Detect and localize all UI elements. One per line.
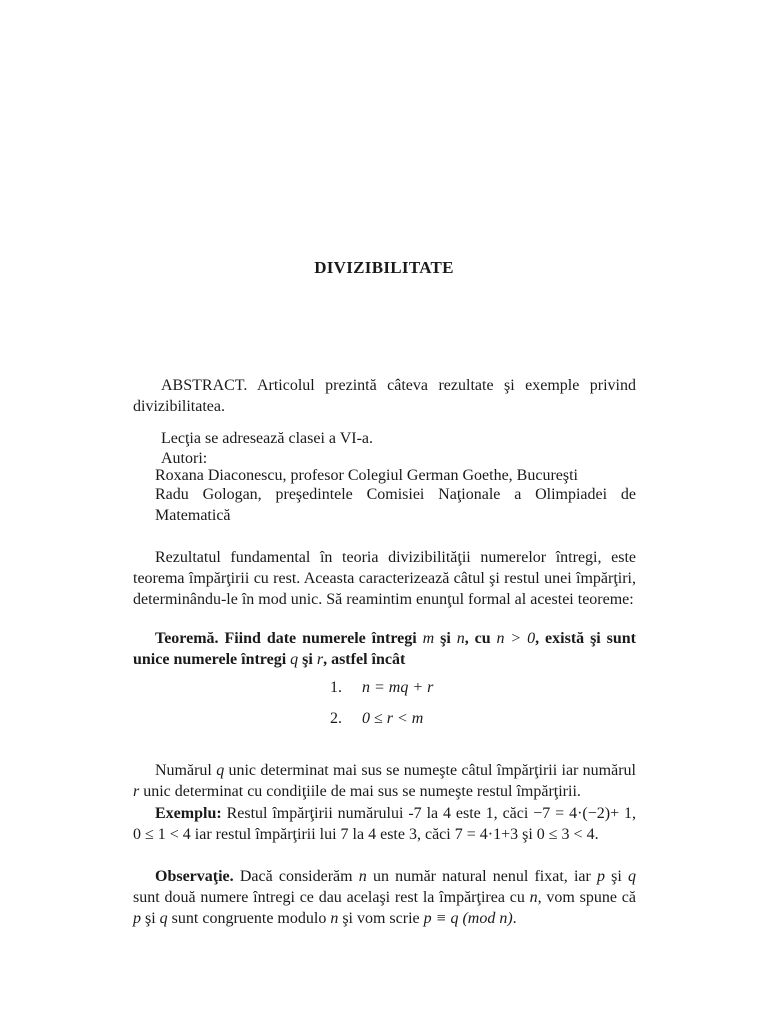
paragraph-text: şi: [141, 910, 160, 927]
paragraph-text: sunt două numere întregi ce dau acelaşi rest la împărţirea cu: [133, 889, 530, 906]
var-m: m: [422, 630, 435, 647]
lesson-audience: Lecţia se adresează clasei a VI-a.: [161, 430, 374, 447]
list-expression: n = mq + r: [362, 679, 434, 696]
list-number: 2.: [330, 710, 342, 727]
var-q: q: [216, 762, 225, 779]
paragraph-text: unic determinat mai sus se numeşte câtul împărţirii iar numărul: [224, 762, 637, 779]
authors-label: Autori:: [161, 450, 208, 467]
theorem-text: şi: [434, 630, 457, 647]
paragraph-text: , vom spune că: [537, 889, 636, 906]
var-n: n: [358, 868, 367, 885]
theorem-text: şi: [298, 651, 317, 668]
paragraph-text: Dacă considerăm: [233, 868, 359, 885]
list-expression: 0 ≤ r < m: [362, 710, 424, 727]
list-item: [330, 710, 423, 728]
abstract-paragraph: ABSTRACT. Articolul prezintă câteva rezultate şi exemple privind divizibilitatea.: [133, 377, 636, 415]
theorem-text: , există şi sunt unice numerele întregi: [133, 630, 637, 668]
author-gologan: Radu Gologan, preşedintele Comisiei Naţionale a Olimpiadei de Matematică: [155, 486, 636, 524]
list-item: [330, 679, 433, 697]
theorem-text: , cu: [464, 630, 497, 647]
paragraph-text: unic determinat cu condiţiile de mai sus se numeşte restul împărţirii.: [139, 783, 581, 800]
theorem-text: Teoremă. Fiind date numerele întregi: [155, 630, 423, 647]
var-q: q: [628, 868, 637, 885]
paragraph-text: un număr natural nenul fixat, iar: [366, 868, 597, 885]
paragraph-text: şi: [605, 868, 629, 885]
var-p: p: [597, 868, 605, 885]
paragraph-text: .: [512, 910, 517, 927]
var-r: r: [133, 783, 140, 800]
observation-label: Observaţie.: [155, 868, 234, 885]
var-n: n: [456, 630, 465, 647]
quotient-remainder-paragraph: [133, 760, 636, 802]
condition-n-positive: n > 0: [496, 630, 536, 647]
var-r: r: [316, 651, 324, 668]
example-text: Restul împărţirii numărului -7 la 4 este 1, căci −7 = 4·(−2)+ 1, 0 ≤ 1 < 4 iar restul împărţirii lui 7 la 4 este 3, căci 7 = 4·1+3 şi 0 ≤ 3 < 4.: [133, 805, 636, 843]
author-diaconescu: Roxana Diaconescu, profesor Colegiul German Goethe, Bucureşti: [155, 467, 578, 484]
theorem-statement: [133, 628, 636, 670]
list-number: 1.: [330, 679, 342, 696]
paragraph-text: Numărul: [155, 762, 217, 779]
example-paragraph: [133, 803, 636, 845]
theorem-text: , astfel încât: [323, 651, 406, 668]
var-n: n: [330, 910, 339, 927]
var-p: p: [133, 910, 141, 927]
congruence-expression: p ≡ q (mod n): [423, 910, 513, 927]
var-n: n: [529, 889, 538, 906]
paragraph-text: şi vom scrie: [338, 910, 424, 927]
intro-paragraph: Rezultatul fundamental în teoria divizibilităţii numerelor întregi, este teorema împărţirii cu rest. Aceasta caracterizează câtul şi restul unei împărţiri, determinându-le în mod unic. Să reamintim enunţul formal al acestei teoreme:: [133, 549, 636, 608]
example-label: Exemplu:: [155, 805, 222, 822]
paragraph-text: sunt congruente modulo: [167, 910, 331, 927]
var-q: q: [159, 910, 168, 927]
var-q: q: [290, 651, 299, 668]
observation-paragraph: [133, 866, 636, 929]
page-title: DIVIZIBILITATE: [314, 258, 454, 277]
